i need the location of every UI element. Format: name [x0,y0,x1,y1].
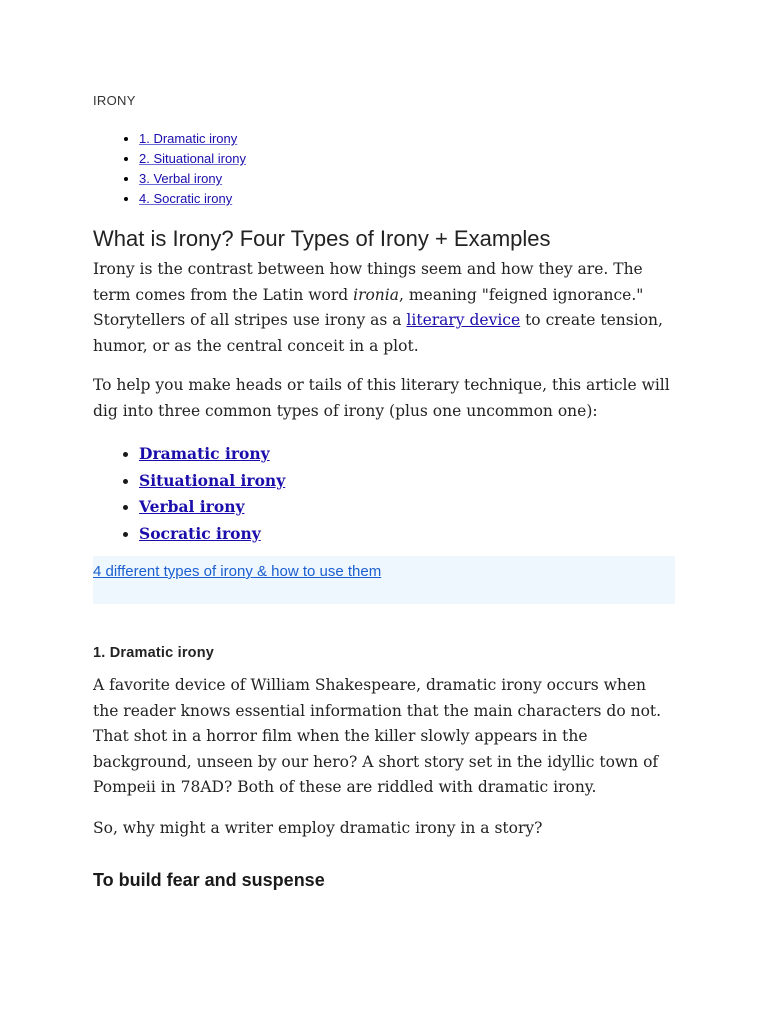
document-label: IRONY [93,93,136,108]
intro-italic-word: ironia [353,285,399,304]
callout-link[interactable]: 4 different types of irony & how to use them [93,563,382,580]
dramatic-irony-paragraph: A favorite device of William Shakespeare, dramatic irony occurs when the reader knows essential information that the main characters do not. That shot in a horror film when the killer slowly appears in the background, unseen by our hero? A short story set in the idyllic town of Pompeii in 78AD? Both of these are riddled with dramatic irony. [93,676,662,797]
list-item [139,521,285,548]
article-title: What is Irony? Four Types of Irony + Examples [93,226,551,251]
type-link-socratic[interactable]: Socratic irony [139,523,261,543]
intro-paragraph [93,257,675,359]
intro-text-3: to create tension, humor, or as the central conceit in a plot. [93,311,663,355]
table-of-contents [93,129,246,209]
type-link-dramatic[interactable]: Dramatic irony [139,444,270,463]
list-item [139,468,285,495]
toc-link-verbal[interactable]: 3. Verbal irony [139,171,223,186]
question-paragraph: So, why might a writer employ dramatic irony in a story? [93,819,543,837]
literary-device-link[interactable]: literary device [406,311,521,330]
list-item [139,494,285,521]
intro-text-1: Irony is the contrast between how things seem and how they are. The term comes from the Latin word [93,260,643,304]
toc-link-dramatic[interactable]: 1. Dramatic irony [139,131,238,146]
toc-item [139,189,246,209]
toc-link-socratic[interactable]: 4. Socratic irony [139,191,233,206]
toc-link-situational[interactable]: 2. Situational irony [139,151,246,166]
intro-text-2: , meaning "feigned ignorance." Storytellers of all stripes use irony as a [93,285,644,330]
help-paragraph: To help you make heads or tails of this literary technique, this article will dig into three common types of irony (plus one uncommon one): [93,376,670,420]
callout-box [93,556,675,604]
type-link-verbal[interactable]: Verbal irony [139,497,245,517]
list-item [139,441,285,468]
toc-item [139,129,246,149]
irony-types-list [93,441,285,547]
section-heading-dramatic-irony: 1. Dramatic irony [93,645,215,661]
toc-item [139,169,246,189]
type-link-situational[interactable]: Situational irony [139,470,286,490]
subsection-heading-fear-suspense: To build fear and suspense [93,870,325,890]
toc-item [139,149,246,169]
